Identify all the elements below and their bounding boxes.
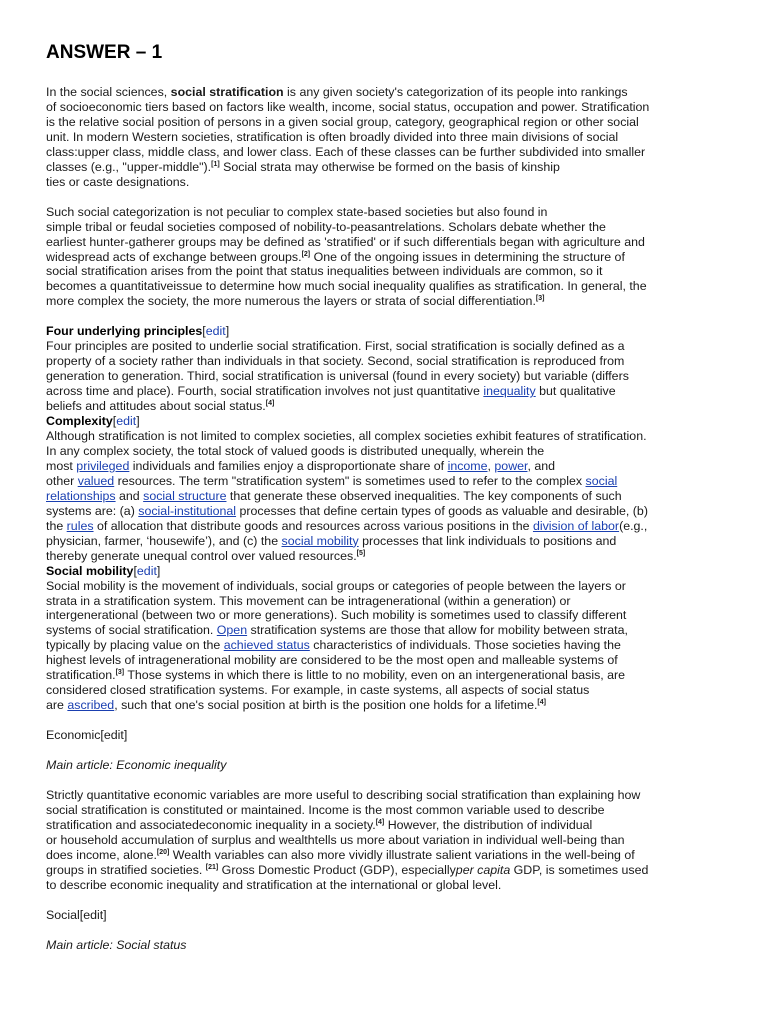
citation-3[interactable]: [3] bbox=[115, 669, 125, 677]
section-heading: Economic[edit] bbox=[46, 728, 128, 743]
text-line: unit. In modern Western societies, stratification is often broadly divided into three main divisions of social bbox=[46, 129, 619, 144]
text-line: property of a society rather than individuals in that society. Second, social stratification is reproduced from bbox=[46, 354, 625, 369]
text-line: systems of social stratification. Open stratification systems are those that allow for mobility between strata, bbox=[46, 623, 628, 638]
section-heading: Social[edit] bbox=[46, 907, 107, 922]
text-line: classes (e.g., "upper-middle").[1] Social strata may otherwise be formed on the basis of kinship bbox=[46, 159, 560, 174]
text-line: across time and place). Fourth, social stratification involves not just quantitative inequality but qualitative bbox=[46, 384, 616, 399]
link-social-structure[interactable]: social structure bbox=[143, 488, 227, 503]
link-open[interactable]: Open bbox=[216, 623, 248, 638]
text-line: thereby generate unequal control over valued resources.[5] bbox=[46, 548, 366, 563]
text-line: Social mobility is the movement of individuals, social groups or categories of people between the layers or bbox=[46, 578, 626, 593]
link-valued[interactable]: valued bbox=[77, 473, 115, 488]
text-line: physician, farmer, ‘housewife’), and (c) the social mobility processes that link individuals to positions and bbox=[46, 533, 617, 548]
text-line: stratification.[3] Those systems in which there is little to no mobility, even on an intergenerational basis, are bbox=[46, 668, 626, 683]
text-line: or household accumulation of surplus and wealthtells us more about variation in individual well-being than bbox=[46, 832, 625, 847]
edit-link[interactable]: edit bbox=[136, 563, 157, 578]
text-line: strata in a stratification system. This movement can be intragenerational (within a generation) or bbox=[46, 593, 571, 608]
link-power[interactable]: power bbox=[494, 458, 528, 473]
text-line: are ascribed, such that one's social position at birth is the position one holds for a lifetime.[4] bbox=[46, 698, 546, 713]
citation-4[interactable]: [4] bbox=[375, 818, 385, 826]
intro-paragraph bbox=[46, 85, 726, 190]
text-line: Strictly quantitative economic variables are more useful to describing social stratification than explaining how bbox=[46, 788, 641, 803]
link-achieved-status[interactable]: achieved status bbox=[223, 638, 310, 653]
text-line: Four principles are posited to underlie social stratification. First, social stratification is socially defined as a bbox=[46, 339, 625, 354]
text-line: class:upper class, middle class, and lower class. Each of these classes can be further subdivided into smaller bbox=[46, 144, 646, 159]
text-line: earliest hunter-gatherer groups may be defined as 'stratified' or if such differentials began with agriculture and bbox=[46, 234, 645, 249]
text-line: becomes a quantitativeissue to determine how much social inequality qualifies as stratification. In general, the bbox=[46, 279, 647, 294]
text-line: is the relative social position of persons in a given social group, category, geographical region or other social bbox=[46, 114, 639, 129]
section-heading: Complexity[edit] bbox=[46, 414, 140, 429]
text-line: stratification and associatedeconomic inequality in a society.[4] However, the distribution of individual bbox=[46, 817, 593, 832]
link-income[interactable]: income bbox=[447, 458, 488, 473]
section-heading: Four underlying principles[edit] bbox=[46, 324, 230, 339]
text-line: intergenerational (between two or more generations). Such mobility is sometimes used to classify different bbox=[46, 608, 627, 623]
citation-5[interactable]: [5] bbox=[356, 549, 366, 557]
link-social-mobility[interactable]: social mobility bbox=[281, 533, 359, 548]
link-social[interactable]: social bbox=[585, 473, 618, 488]
text-line: more complex the society, the more numerous the layers or strata of social differentiation.[3] bbox=[46, 294, 545, 309]
citation-4[interactable]: [4] bbox=[537, 699, 546, 707]
document bbox=[46, 41, 726, 953]
text-line: the rules of allocation that distribute goods and resources across various positions in the division of labor(e.g., bbox=[46, 518, 648, 533]
link-division-of-labor[interactable]: division of labor bbox=[532, 518, 620, 533]
text-line: beliefs and attitudes about social status.[4] bbox=[46, 399, 275, 414]
text-line: to describe economic inequality and stratification at the international or global level. bbox=[46, 877, 502, 892]
text-line: In any complex society, the total stock of valued goods is distributed unequally, wherein the bbox=[46, 443, 545, 458]
text-line: other valued resources. The term "stratification system" is sometimes used to refer to the complex social bbox=[46, 473, 618, 488]
text-line: social stratification is constituted or maintained. Income is the most common variable used to describe bbox=[46, 802, 605, 817]
text-line: Such social categorization is not peculiar to complex state-based societies but also found in bbox=[46, 204, 548, 219]
section-four-principles bbox=[46, 324, 726, 713]
main-article-note: Main article: Social status bbox=[46, 937, 187, 952]
text-line: groups in stratified societies. [21] Gross Domestic Product (GDP), especiallyper capita GDP, is sometimes used bbox=[46, 862, 649, 877]
text-line: highest levels of intragenerational mobility are considered to be the most open and malleable systems of bbox=[46, 653, 618, 668]
text-line: ties or caste designations. bbox=[46, 174, 190, 189]
text-line: does income, alone.[20] Wealth variables can also more vividly illustrate salient variations in the well-being of bbox=[46, 847, 635, 862]
edit-link[interactable]: edit bbox=[205, 324, 226, 339]
citation-2[interactable]: [2] bbox=[301, 250, 311, 258]
text-line: widespread acts of exchange between groups.[2] One of the ongoing issues in determining the structure of bbox=[46, 249, 625, 264]
text-line: In the social sciences, social stratification is any given society's categorization of its people into rankings bbox=[46, 85, 628, 99]
citation-4[interactable]: [4] bbox=[265, 400, 275, 408]
text-line: considered closed stratification systems. For example, in caste systems, all aspects of social status bbox=[46, 683, 590, 698]
text-line: simple tribal or feudal societies composed of nobility-to-peasantrelations. Scholars debate whether the bbox=[46, 219, 606, 234]
link-social-institutional[interactable]: social-institutional bbox=[138, 503, 237, 518]
link-ascribed[interactable]: ascribed bbox=[67, 698, 115, 713]
link-relationships[interactable]: relationships bbox=[46, 488, 116, 503]
citation-1[interactable]: [1] bbox=[211, 160, 220, 168]
citation-3[interactable]: [3] bbox=[535, 295, 545, 303]
citation-20[interactable]: [20] bbox=[156, 848, 170, 856]
text-line: generation to generation. Third, social stratification is universal (found in every society) but variable (differs bbox=[46, 369, 629, 384]
text-line: typically by placing value on the achieved status characteristics of individuals. Those societies having the bbox=[46, 638, 621, 653]
link-inequality[interactable]: inequality bbox=[483, 384, 536, 399]
link-rules[interactable]: rules bbox=[66, 518, 94, 533]
text-line: most privileged individuals and families enjoy a disproportionate share of income, power, and bbox=[46, 458, 556, 473]
link-privileged[interactable]: privileged bbox=[76, 458, 130, 473]
section-heading: Social mobility[edit] bbox=[46, 563, 161, 578]
categorization-paragraph bbox=[46, 205, 726, 310]
text-line: of socioeconomic tiers based on factors like wealth, income, social status, occupation and power. Stratification bbox=[46, 99, 650, 114]
page-title: ANSWER – 1 bbox=[46, 42, 163, 63]
text-line: social stratification arises from the point that status inequalities between individuals are common, so it bbox=[46, 264, 603, 279]
text-line: systems are: (a) social-institutional processes that define certain types of goods as valuable and desirable, (b) bbox=[46, 503, 648, 518]
section-social bbox=[46, 908, 726, 953]
section-economic bbox=[46, 728, 726, 893]
main-article-note: Main article: Economic inequality bbox=[46, 758, 227, 773]
edit-link[interactable]: edit bbox=[116, 414, 137, 429]
text-line: relationships and social structure that generate these observed inequalities. The key components of such bbox=[46, 488, 622, 503]
text-line: Although stratification is not limited to complex societies, all complex societies exhibit features of stratification. bbox=[46, 429, 647, 444]
citation-21[interactable]: [21] bbox=[205, 863, 219, 871]
